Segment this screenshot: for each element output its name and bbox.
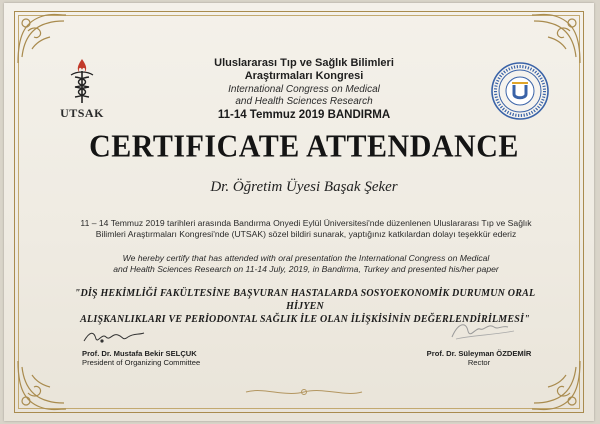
utsak-logo [52, 57, 112, 127]
caduceus-flame-icon [63, 57, 101, 105]
body-tr-line2: Bilimleri Araştırmaları Kongresi'nde (UTSAK) sözel bildiri sunarak, yaptığınız katkılardan dolayı teşekkür ederiz [95, 229, 517, 239]
body-en-line1: We hereby certify that has attended with oral presentation the International Congress on Medical [122, 253, 490, 263]
paper-title-line2: ALIŞKANLIKLARI VE PERİODONTAL SAĞLIK İLE OLAN İLİŞKİSİNİN DEĞERLENDİRİLMESİ" [80, 314, 530, 325]
university-seal [490, 61, 550, 121]
paper-title-line1: "DİŞ HEKİMLİĞİ FAKÜLTESİNE BAŞVURAN HASTALARDA SOSYOEKONOMİK DURUMUN ORAL HİJYEN [74, 288, 536, 312]
university-seal-icon [490, 61, 550, 121]
congress-title-english [124, 84, 484, 108]
signatory-role-right: Rector [467, 358, 491, 367]
congress-title-turkish [124, 57, 484, 83]
congress-title-tr-line1: Uluslararası Tıp ve Sağlık Bilimleri [214, 57, 394, 69]
signature-block-right [404, 317, 554, 367]
signature-block-left [82, 327, 232, 367]
congress-title-en-line1: International Congress on Medical [228, 84, 380, 95]
congress-title-en-line2: and Health Sciences Research [235, 96, 373, 107]
congress-dates: 11-14 Temmuz 2019 BANDIRMA [217, 109, 391, 121]
handwritten-signature-left [82, 327, 152, 347]
corner-ornament-bottom-left [12, 355, 72, 415]
recipient-name: Dr. Öğretim Üyesi Başak Şeker [210, 179, 398, 195]
certificate-title: CERTIFICATE ATTENDANCE [89, 129, 519, 164]
congress-title-tr-line2: Araştırmaları Kongresi [244, 70, 364, 82]
handwritten-signature-right [404, 317, 554, 345]
body-tr-line1: 11 – 14 Temmuz 2019 tarihleri arasında Bandırma Onyedi Eylül Üniversitesi'nde düzenlenen Uluslararası Tıp ve Sağlık [80, 218, 532, 228]
signatory-role-left: President of Organizing Committee [82, 358, 201, 367]
body-en-line2: and Health Sciences Research on 11-14 July, 2019, in Bandirma, Turkey and presented his/her paper [113, 264, 499, 274]
signatory-name-right: Prof. Dr. Süleyman ÖZDEMİR [426, 349, 532, 358]
body-text-turkish [68, 218, 544, 240]
certificate-paper [4, 3, 594, 421]
bottom-ornament [244, 385, 364, 399]
corner-ornament-top-right [526, 9, 586, 69]
signatory-name-left: Prof. Dr. Mustafa Bekir SELÇUK [82, 349, 197, 358]
utsak-abbreviation: UTSAK [60, 106, 104, 120]
body-text-english [68, 253, 544, 275]
